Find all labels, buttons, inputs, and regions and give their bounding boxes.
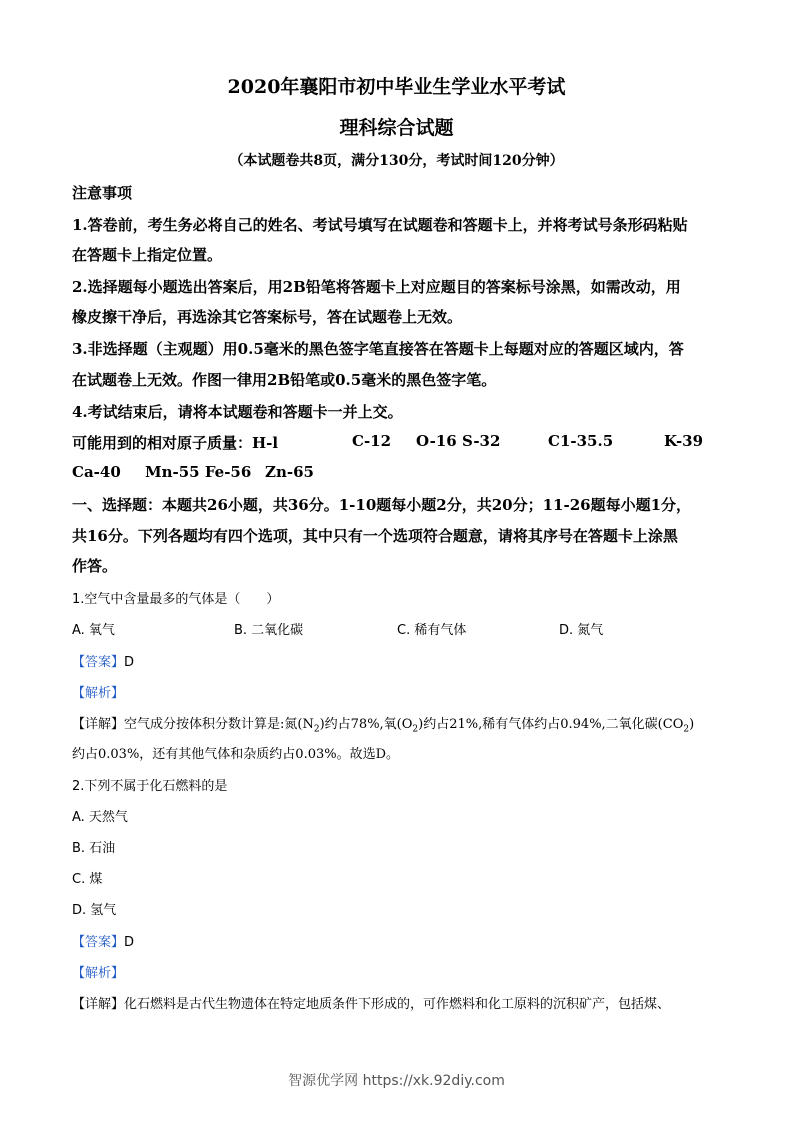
question-2-answer: [72, 931, 134, 950]
question-2-option-d: D. 氢气: [72, 903, 117, 918]
section-1-instructions: 一、选择题：本题共26小题，共36分。1-10题每小题2分，共20分；11-26题每小题1分，: [72, 496, 692, 514]
atomic-mass-ca: Ca-40: [72, 463, 121, 481]
answer-tag: 【答案】: [72, 935, 125, 950]
exam-subject-title: 理科综合试题: [339, 117, 454, 139]
question-2-detail: [72, 993, 670, 1012]
atomic-mass-zn: Zn-65: [265, 463, 314, 481]
notice-item-3: 3.非选择题（主观题）用0.5毫米的黑色签字笔直接答在答题卡上每题对应的答题区域内，答: [72, 340, 684, 358]
subscript: 2: [412, 724, 419, 735]
question-1-option-a: A. 氧气: [72, 623, 115, 638]
question-1-option-d: D. 氮气: [559, 623, 604, 638]
detail-text: )约占21%,稀有气体约占0.94%,二氧化碳(CO: [418, 717, 684, 732]
exam-info: （本试题卷共8页，满分130分，考试时间120分钟）: [229, 153, 564, 169]
question-1-stem: 1.空气中含量最多的气体是（ ）: [72, 592, 280, 607]
answer-value: D: [124, 935, 135, 950]
detail-text: ): [689, 717, 695, 732]
notice-item-2: 2.选择题每小题选出答案后，用2B铅笔将答题卡上对应题目的答案标号涂黑，如需改动，用: [72, 278, 681, 296]
question-1-answer: [72, 651, 134, 670]
atomic-mass-cl: C1-35.5: [548, 432, 614, 450]
question-1-detail-cont: 约占0.03%，还有其他气体和杂质约占0.03%。故选D。: [72, 747, 400, 762]
footer-watermark: 智源优学网 https://xk.92diy.com: [288, 1073, 505, 1089]
exam-title: 2020年襄阳市初中毕业生学业水平考试: [227, 76, 566, 98]
notice-item-3-cont: 在试题卷上无效。作图一律用2B铅笔或0.5毫米的黑色签字笔。: [72, 371, 497, 389]
atomic-mass-mn-fe: Mn-55 Fe-56: [145, 463, 252, 481]
notice-item-1: 1.答卷前，考生务必将自己的姓名、考试号填写在试题卷和答题卡上，并将考试号条形码粘贴: [72, 216, 688, 234]
atomic-mass-k: K-39: [664, 432, 704, 450]
question-1-options: [72, 619, 712, 639]
question-2-option-a: A. 天然气: [72, 810, 128, 825]
question-1-option-c: C. 稀有气体: [397, 623, 467, 638]
section-1-instructions-end: 作答。: [72, 557, 118, 575]
answer-value: D: [124, 655, 135, 670]
question-2-analysis-tag: 【解析】: [72, 966, 125, 981]
question-1-analysis-tag: 【解析】: [72, 686, 125, 701]
question-1-option-b: B. 二氧化碳: [234, 623, 304, 638]
detail-text: 空气成分按体积分数计算是:氮(N: [124, 717, 314, 732]
subscript: 2: [313, 724, 320, 735]
section-1-instructions-cont: 共16分。下列各题均有四个选项，其中只有一个选项符合题意，请将其序号在答题卡上涂黑: [72, 527, 678, 545]
question-2-option-b: B. 石油: [72, 841, 116, 856]
detail-tag: 【详解】: [72, 717, 125, 732]
question-2-stem: 2.下列不属于化石燃料的是: [72, 779, 228, 794]
notice-item-1-cont: 在答题卡上指定位置。: [72, 246, 223, 264]
detail-tag: 【详解】: [72, 997, 125, 1012]
atomic-mass-label: 可能用到的相对原子质量：H-l: [72, 434, 279, 452]
atomic-mass-c: C-12: [352, 432, 392, 450]
atomic-mass-o-s: O-16 S-32: [416, 432, 501, 450]
detail-text: 化石燃料是古代生物遗体在特定地质条件下形成的，可作燃料和化工原料的沉积矿产，包括煤、: [124, 997, 671, 1012]
notice-item-2-cont: 橡皮擦干净后，再选涂其它答案标号，答在试题卷上无效。: [72, 308, 463, 326]
notice-heading: 注意事项: [72, 184, 133, 202]
subscript: 2: [683, 724, 690, 735]
question-2-option-c: C. 煤: [72, 872, 103, 887]
question-1-detail: [72, 713, 694, 735]
notice-item-4: 4.考试结束后，请将本试题卷和答题卡一并上交。: [72, 403, 403, 421]
detail-text: )约占78%,氧(O: [319, 717, 413, 732]
answer-tag: 【答案】: [72, 655, 125, 670]
